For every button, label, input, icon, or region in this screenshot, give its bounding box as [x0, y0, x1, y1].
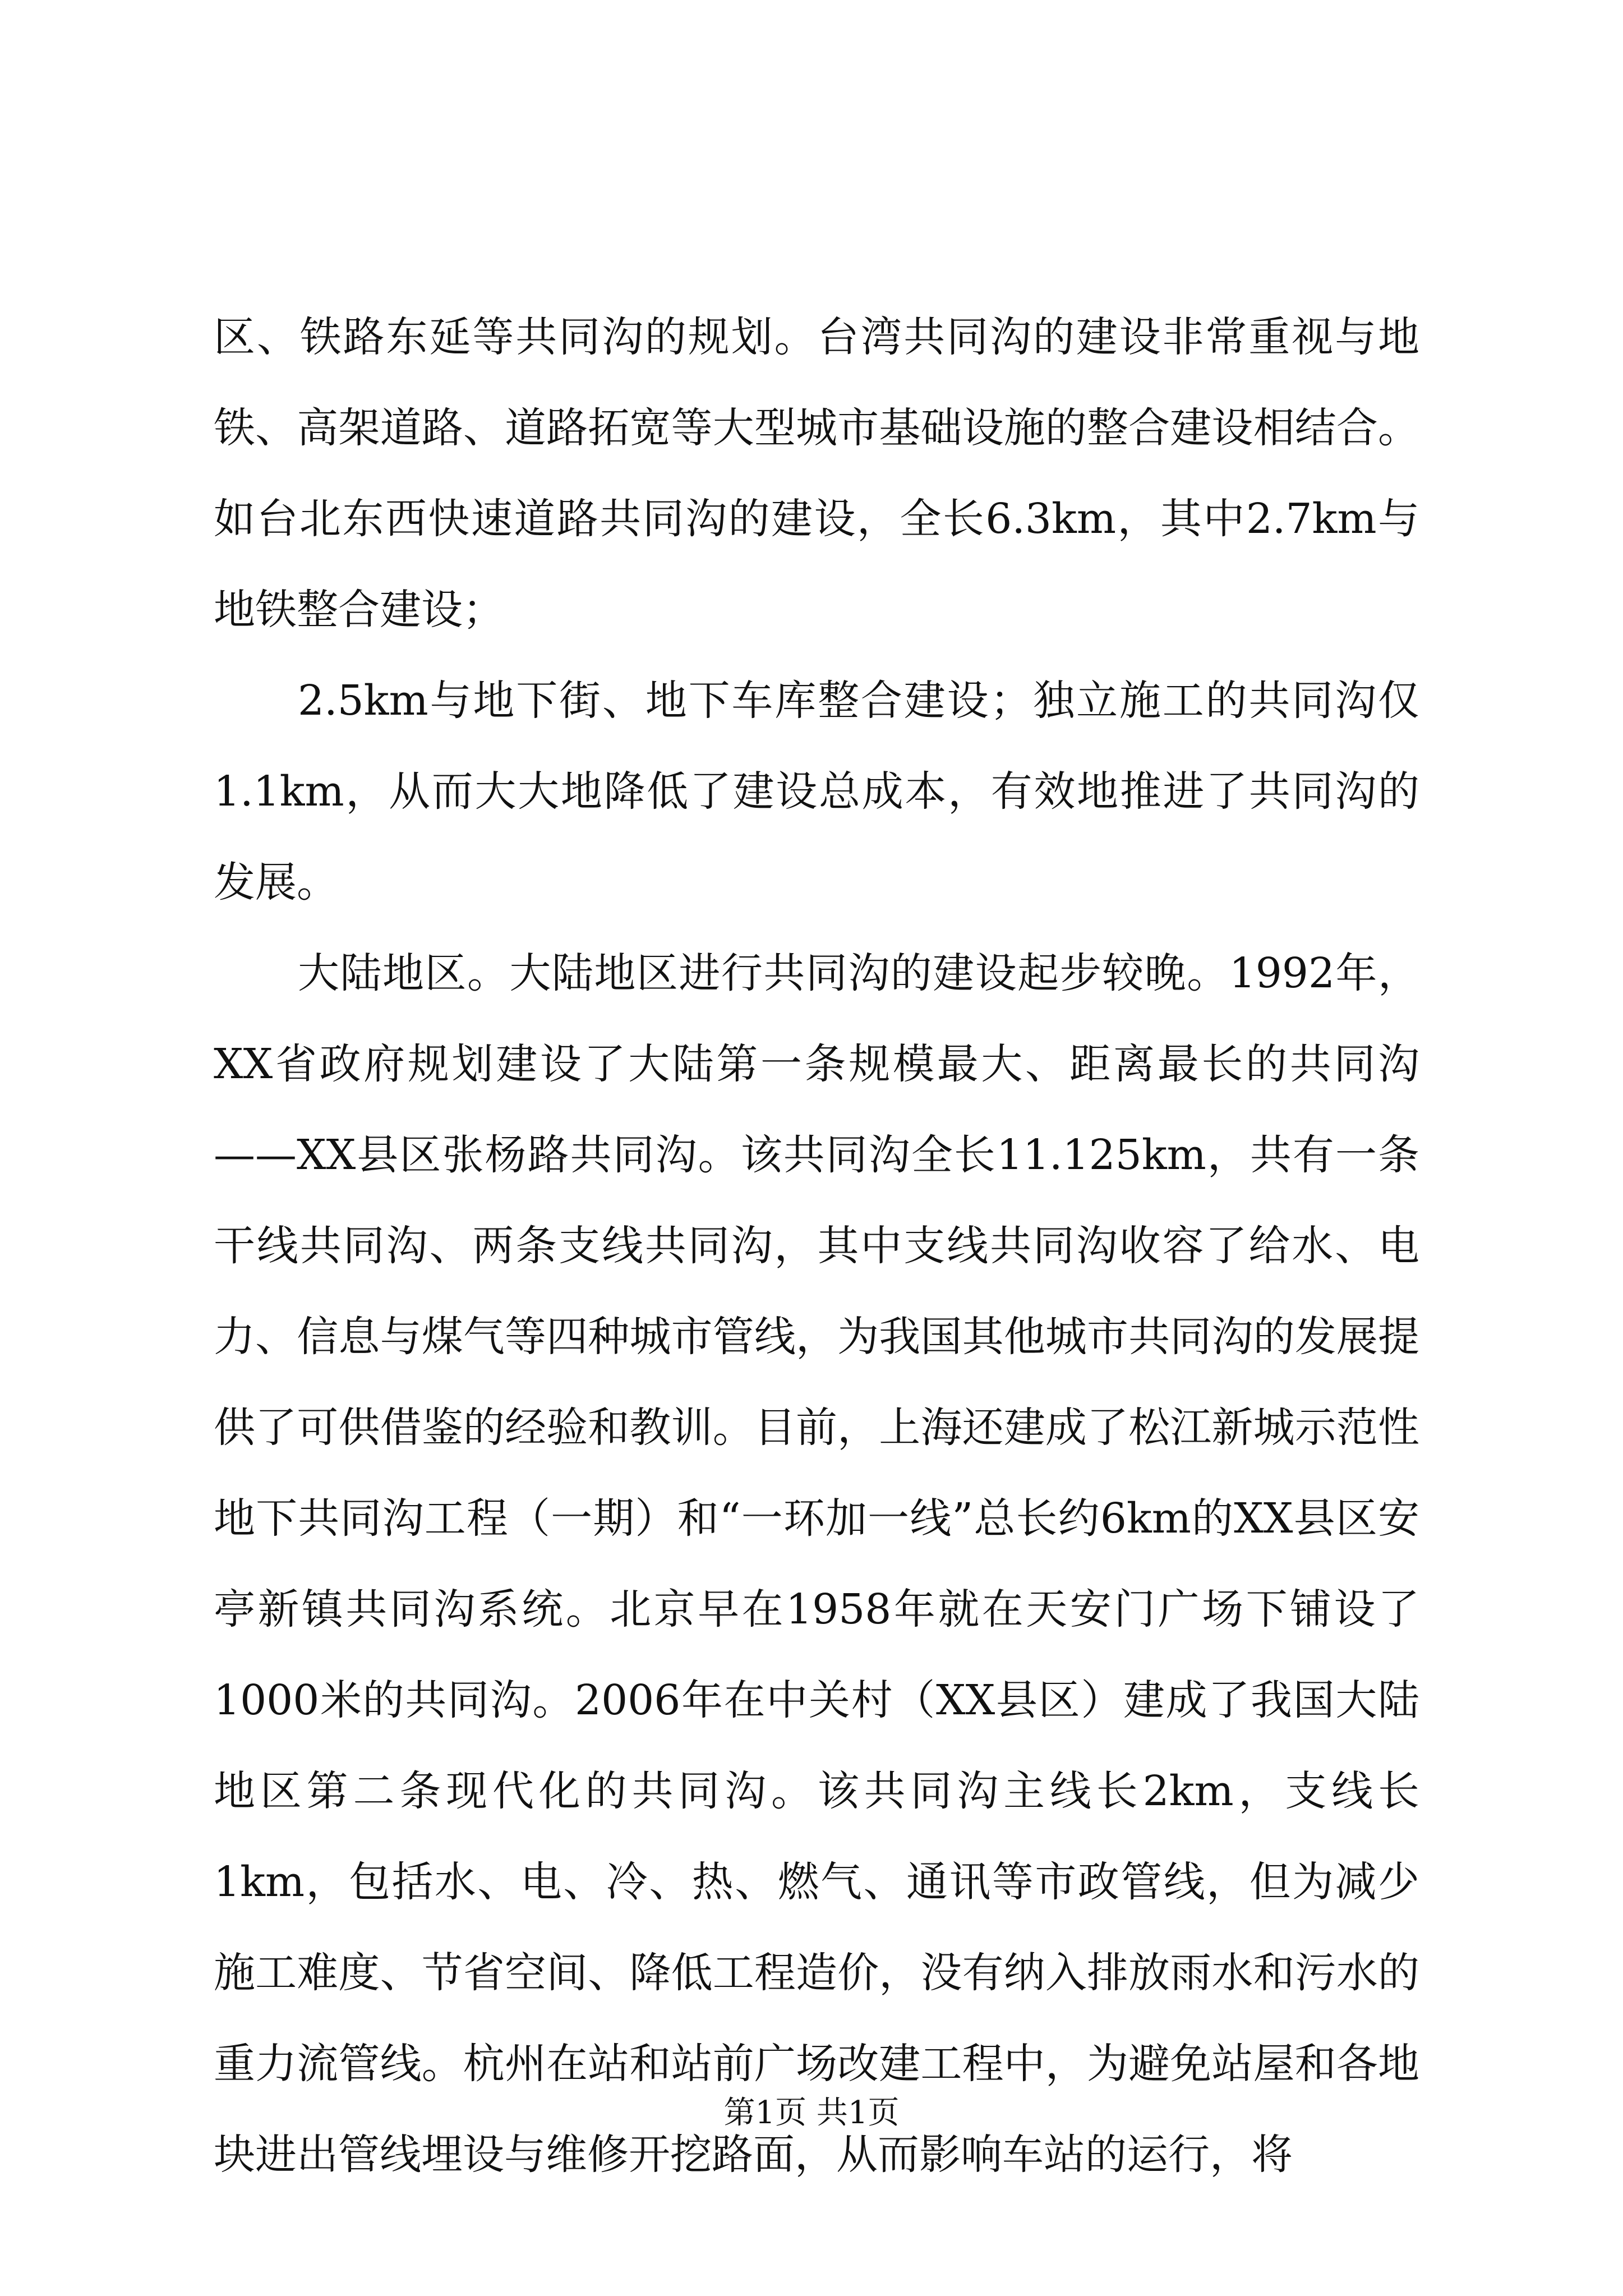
paragraph-2: 2.5km与地下街、地下车库整合建设；独立施工的共同沟仅1.1km，从而大大地降低了建设总成本，有效地推进了共同沟的发展。 [214, 677, 1419, 907]
page-footer: 第1页 共1页 [723, 2095, 900, 2131]
paragraph-1: 区、铁路东延等共同沟的规划。台湾共同沟的建设非常重视与地铁、高架道路、道路拓宽等大型城市基础设施的整合建设相结合。如台北东西快速道路共同沟的建设，全长6.3km，其中2.7km与地铁整合建设； [214, 313, 1419, 634]
paragraph-3: 大陆地区。大陆地区进行共同沟的建设起步较晚。1992年，XX省政府规划建设了大陆第一条规模最大、距离最长的共同沟——XX县区张杨路共同沟。该共同沟全长11.125km，共有一条干线共同沟、两条支线共同沟，其中支线共同沟收容了给水、电力、信息与煤气等四种城市管线，为我国其他城市共同沟的发展提供了可供借鉴的经验和教训。目前，上海还建成了松江新城示范性地下共同沟工程（一期）和“一环加一线”总长约6km的XX县区安亭新镇共同沟系统。北京早在1958年就在天安门广场下铺设了1000米的共同沟。2006年在中关村（XX县区）建成了我国大陆地区第二条现代化的共同沟。该共同沟主线长2km，支线长1km，包括水、电、冷、热、燃气、通讯等市政管线，但为减少施工难度、节省空间、降低工程造价，没有纳入排放雨水和污水的重力流管线。杭州在站和站前广场改建工程中，为避免站屋和各地块进出管线埋设与维修开挖路面，从而影响车站的运行，将 [214, 949, 1419, 2179]
document-body [214, 292, 1419, 2200]
